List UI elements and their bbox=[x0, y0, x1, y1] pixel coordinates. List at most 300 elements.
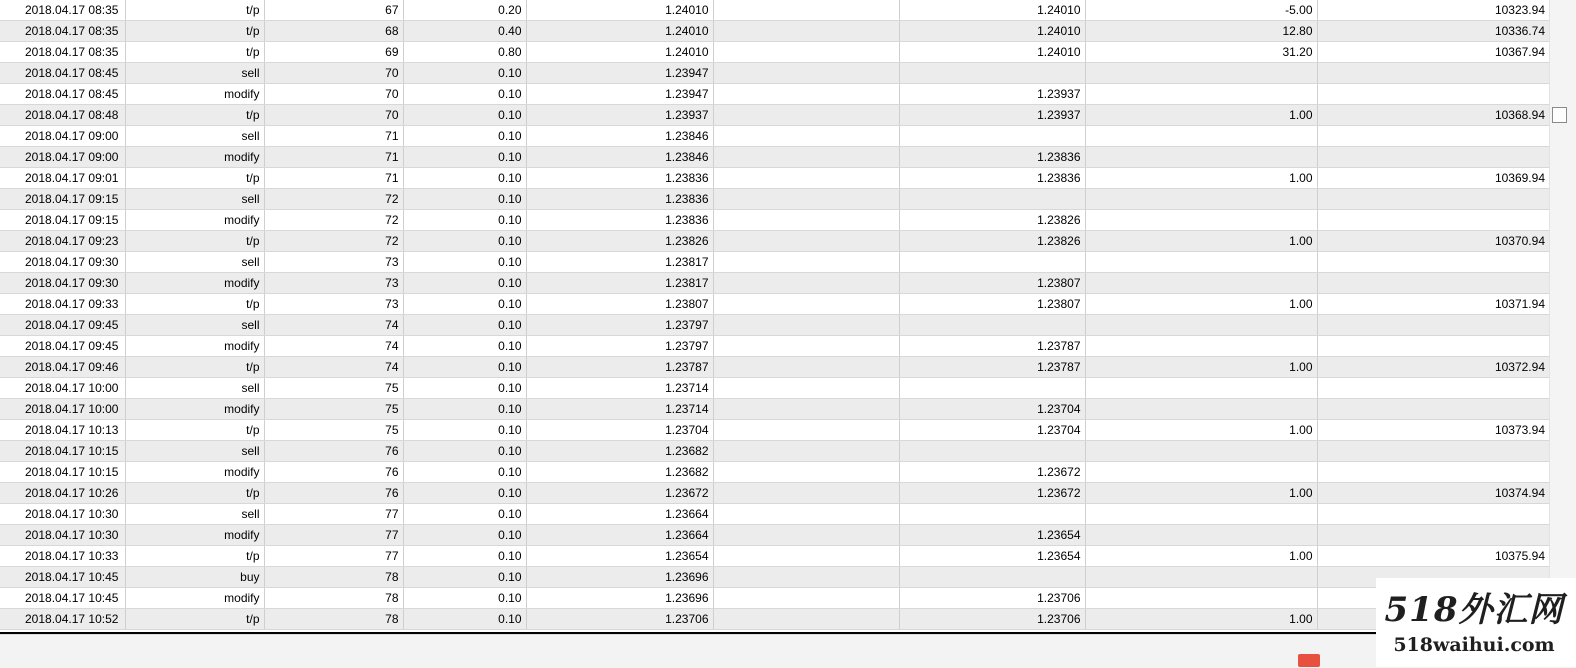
cell-stop-loss bbox=[713, 546, 899, 567]
cell-stop-loss bbox=[713, 252, 899, 273]
cell-stop-loss bbox=[713, 378, 899, 399]
cell-profit: 12.80 bbox=[1085, 21, 1317, 42]
cell-profit: 1.00 bbox=[1085, 420, 1317, 441]
cell-balance: 10371.94 bbox=[1317, 294, 1549, 315]
cell-price: 1.23846 bbox=[526, 126, 713, 147]
cell-order: 74 bbox=[264, 357, 403, 378]
cell-order: 72 bbox=[264, 231, 403, 252]
cell-size: 0.10 bbox=[403, 231, 526, 252]
cell-price: 1.24010 bbox=[526, 21, 713, 42]
cell-type: sell bbox=[125, 63, 264, 84]
cell-stop-loss bbox=[713, 42, 899, 63]
cell-price: 1.23937 bbox=[526, 105, 713, 126]
cell-type: t/p bbox=[125, 21, 264, 42]
cell-balance: 10369.94 bbox=[1317, 168, 1549, 189]
cell-type: modify bbox=[125, 588, 264, 609]
cell-type: sell bbox=[125, 315, 264, 336]
cell-type: t/p bbox=[125, 105, 264, 126]
cell-profit bbox=[1085, 462, 1317, 483]
table-row[interactable] bbox=[0, 42, 1549, 63]
cell-order: 77 bbox=[264, 546, 403, 567]
table-row[interactable] bbox=[0, 546, 1549, 567]
watermark-logo-text: 518外汇网 bbox=[1384, 590, 1564, 630]
cell-order: 75 bbox=[264, 399, 403, 420]
cell-size: 0.10 bbox=[403, 210, 526, 231]
cell-size: 0.10 bbox=[403, 294, 526, 315]
table-row[interactable] bbox=[0, 315, 1549, 336]
cell-balance bbox=[1317, 84, 1549, 105]
cell-stop-loss bbox=[713, 399, 899, 420]
cell-take-profit bbox=[899, 315, 1085, 336]
cell-size: 0.10 bbox=[403, 84, 526, 105]
cell-size: 0.10 bbox=[403, 483, 526, 504]
cell-balance bbox=[1317, 252, 1549, 273]
cell-profit bbox=[1085, 63, 1317, 84]
cell-profit bbox=[1085, 126, 1317, 147]
cell-order: 67 bbox=[264, 0, 403, 21]
cell-type: buy bbox=[125, 567, 264, 588]
cell-stop-loss bbox=[713, 84, 899, 105]
cell-stop-loss bbox=[713, 567, 899, 588]
cell-take-profit: 1.23826 bbox=[899, 210, 1085, 231]
cell-balance: 10367.94 bbox=[1317, 42, 1549, 63]
cell-profit bbox=[1085, 588, 1317, 609]
cell-take-profit: 1.23787 bbox=[899, 336, 1085, 357]
cell-type: t/p bbox=[125, 294, 264, 315]
cell-take-profit: 1.23807 bbox=[899, 294, 1085, 315]
cell-type: sell bbox=[125, 441, 264, 462]
cell-take-profit bbox=[899, 252, 1085, 273]
cell-take-profit: 1.23672 bbox=[899, 462, 1085, 483]
cell-size: 0.10 bbox=[403, 63, 526, 84]
cell-order: 70 bbox=[264, 105, 403, 126]
table-row[interactable] bbox=[0, 21, 1549, 42]
cell-price: 1.23787 bbox=[526, 357, 713, 378]
cell-stop-loss bbox=[713, 441, 899, 462]
cell-take-profit: 1.23654 bbox=[899, 546, 1085, 567]
cell-order: 76 bbox=[264, 462, 403, 483]
cell-order: 77 bbox=[264, 504, 403, 525]
cell-order: 73 bbox=[264, 273, 403, 294]
cell-size: 0.10 bbox=[403, 588, 526, 609]
cell-price: 1.23664 bbox=[526, 525, 713, 546]
cell-stop-loss bbox=[713, 483, 899, 504]
cell-price: 1.24010 bbox=[526, 0, 713, 21]
cell-time: 2018.04.17 10:30 bbox=[0, 504, 125, 525]
cell-take-profit: 1.24010 bbox=[899, 42, 1085, 63]
cell-stop-loss bbox=[713, 210, 899, 231]
table-row[interactable] bbox=[0, 357, 1549, 378]
cell-type: sell bbox=[125, 189, 264, 210]
cell-type: modify bbox=[125, 336, 264, 357]
table-row[interactable] bbox=[0, 420, 1549, 441]
cell-size: 0.10 bbox=[403, 525, 526, 546]
cell-price: 1.23696 bbox=[526, 588, 713, 609]
cell-price: 1.23797 bbox=[526, 336, 713, 357]
cell-type: sell bbox=[125, 378, 264, 399]
cell-profit: 1.00 bbox=[1085, 231, 1317, 252]
cell-profit bbox=[1085, 378, 1317, 399]
table-row[interactable] bbox=[0, 609, 1549, 630]
cell-take-profit: 1.23836 bbox=[899, 147, 1085, 168]
cell-size: 0.10 bbox=[403, 315, 526, 336]
table-row[interactable] bbox=[0, 336, 1549, 357]
cell-type: t/p bbox=[125, 420, 264, 441]
table-row[interactable] bbox=[0, 588, 1549, 609]
cell-stop-loss bbox=[713, 462, 899, 483]
table-row[interactable] bbox=[0, 231, 1549, 252]
cell-size: 0.10 bbox=[403, 168, 526, 189]
cell-type: modify bbox=[125, 399, 264, 420]
cell-order: 75 bbox=[264, 420, 403, 441]
cell-profit bbox=[1085, 336, 1317, 357]
table-row[interactable] bbox=[0, 378, 1549, 399]
cell-time: 2018.04.17 10:52 bbox=[0, 609, 125, 630]
cell-type: modify bbox=[125, 273, 264, 294]
cell-price: 1.24010 bbox=[526, 42, 713, 63]
cell-stop-loss bbox=[713, 168, 899, 189]
cell-size: 0.10 bbox=[403, 546, 526, 567]
cell-time: 2018.04.17 09:30 bbox=[0, 273, 125, 294]
cell-size: 0.10 bbox=[403, 252, 526, 273]
cell-time: 2018.04.17 09:00 bbox=[0, 147, 125, 168]
table-row[interactable] bbox=[0, 504, 1549, 525]
cell-profit bbox=[1085, 441, 1317, 462]
cell-profit bbox=[1085, 84, 1317, 105]
cell-type: modify bbox=[125, 210, 264, 231]
cell-order: 73 bbox=[264, 252, 403, 273]
cell-stop-loss bbox=[713, 336, 899, 357]
cell-order: 74 bbox=[264, 336, 403, 357]
cell-balance: 10370.94 bbox=[1317, 231, 1549, 252]
cell-price: 1.23836 bbox=[526, 210, 713, 231]
cell-order: 78 bbox=[264, 609, 403, 630]
cell-order: 77 bbox=[264, 525, 403, 546]
cell-profit: 1.00 bbox=[1085, 609, 1317, 630]
cell-price: 1.23947 bbox=[526, 84, 713, 105]
cell-stop-loss bbox=[713, 0, 899, 21]
cell-order: 69 bbox=[264, 42, 403, 63]
cell-profit bbox=[1085, 504, 1317, 525]
cell-balance bbox=[1317, 63, 1549, 84]
cell-time: 2018.04.17 09:00 bbox=[0, 126, 125, 147]
cell-balance bbox=[1317, 315, 1549, 336]
cell-size: 0.40 bbox=[403, 21, 526, 42]
cell-type: t/p bbox=[125, 231, 264, 252]
cell-take-profit: 1.23706 bbox=[899, 588, 1085, 609]
cell-stop-loss bbox=[713, 273, 899, 294]
cell-type: modify bbox=[125, 525, 264, 546]
cell-take-profit bbox=[899, 567, 1085, 588]
cell-type: modify bbox=[125, 462, 264, 483]
cell-time: 2018.04.17 09:46 bbox=[0, 357, 125, 378]
cell-profit: 1.00 bbox=[1085, 294, 1317, 315]
cell-profit bbox=[1085, 189, 1317, 210]
cell-size: 0.10 bbox=[403, 441, 526, 462]
cell-price: 1.23836 bbox=[526, 168, 713, 189]
cell-order: 76 bbox=[264, 441, 403, 462]
cell-order: 78 bbox=[264, 588, 403, 609]
cell-balance bbox=[1317, 399, 1549, 420]
tray-app-icon bbox=[1298, 654, 1320, 667]
cell-price: 1.23714 bbox=[526, 378, 713, 399]
cell-stop-loss bbox=[713, 147, 899, 168]
cell-size: 0.10 bbox=[403, 273, 526, 294]
cell-profit: 1.00 bbox=[1085, 105, 1317, 126]
cell-type: t/p bbox=[125, 546, 264, 567]
cell-size: 0.80 bbox=[403, 42, 526, 63]
cell-price: 1.23846 bbox=[526, 147, 713, 168]
cell-profit: 1.00 bbox=[1085, 546, 1317, 567]
cell-order: 73 bbox=[264, 294, 403, 315]
cell-size: 0.10 bbox=[403, 504, 526, 525]
cell-time: 2018.04.17 09:33 bbox=[0, 294, 125, 315]
table-row[interactable] bbox=[0, 84, 1549, 105]
cell-stop-loss bbox=[713, 315, 899, 336]
cell-balance bbox=[1317, 525, 1549, 546]
cell-time: 2018.04.17 10:33 bbox=[0, 546, 125, 567]
cell-time: 2018.04.17 09:01 bbox=[0, 168, 125, 189]
cell-size: 0.10 bbox=[403, 189, 526, 210]
cell-take-profit: 1.23787 bbox=[899, 357, 1085, 378]
cell-price: 1.23682 bbox=[526, 441, 713, 462]
cell-price: 1.23817 bbox=[526, 273, 713, 294]
cell-price: 1.23672 bbox=[526, 483, 713, 504]
cell-profit: 1.00 bbox=[1085, 483, 1317, 504]
cell-type: t/p bbox=[125, 0, 264, 21]
cell-balance: 10323.94 bbox=[1317, 0, 1549, 21]
cell-time: 2018.04.17 08:45 bbox=[0, 84, 125, 105]
scrollbar-thumb[interactable] bbox=[1552, 107, 1567, 123]
table-row[interactable] bbox=[0, 567, 1549, 588]
cell-time: 2018.04.17 10:26 bbox=[0, 483, 125, 504]
table-row[interactable] bbox=[0, 273, 1549, 294]
cell-stop-loss bbox=[713, 63, 899, 84]
cell-type: sell bbox=[125, 504, 264, 525]
cell-take-profit bbox=[899, 504, 1085, 525]
table-row[interactable] bbox=[0, 105, 1549, 126]
cell-time: 2018.04.17 08:45 bbox=[0, 63, 125, 84]
cell-order: 72 bbox=[264, 210, 403, 231]
cell-time: 2018.04.17 10:45 bbox=[0, 588, 125, 609]
table-row[interactable] bbox=[0, 294, 1549, 315]
cell-order: 68 bbox=[264, 21, 403, 42]
table-row[interactable] bbox=[0, 189, 1549, 210]
table-row[interactable] bbox=[0, 0, 1549, 21]
cell-take-profit: 1.23706 bbox=[899, 609, 1085, 630]
cell-time: 2018.04.17 10:30 bbox=[0, 525, 125, 546]
cell-time: 2018.04.17 10:00 bbox=[0, 399, 125, 420]
cell-price: 1.23947 bbox=[526, 63, 713, 84]
cell-price: 1.23704 bbox=[526, 420, 713, 441]
cell-balance: 10336.74 bbox=[1317, 21, 1549, 42]
cell-price: 1.23654 bbox=[526, 546, 713, 567]
cell-type: t/p bbox=[125, 609, 264, 630]
cell-time: 2018.04.17 10:15 bbox=[0, 441, 125, 462]
cell-stop-loss bbox=[713, 105, 899, 126]
cell-type: t/p bbox=[125, 357, 264, 378]
table-row[interactable] bbox=[0, 168, 1549, 189]
cell-profit bbox=[1085, 315, 1317, 336]
cell-type: t/p bbox=[125, 483, 264, 504]
cell-balance bbox=[1317, 147, 1549, 168]
cell-time: 2018.04.17 10:15 bbox=[0, 462, 125, 483]
cell-profit bbox=[1085, 399, 1317, 420]
cell-order: 70 bbox=[264, 84, 403, 105]
watermark-domain: 518waihui.com bbox=[1393, 634, 1555, 656]
table-row[interactable] bbox=[0, 399, 1549, 420]
cell-profit: 31.20 bbox=[1085, 42, 1317, 63]
cell-take-profit: 1.23836 bbox=[899, 168, 1085, 189]
cell-time: 2018.04.17 08:35 bbox=[0, 42, 125, 63]
cell-take-profit: 1.23937 bbox=[899, 84, 1085, 105]
table-row[interactable] bbox=[0, 210, 1549, 231]
cell-order: 75 bbox=[264, 378, 403, 399]
cell-profit bbox=[1085, 273, 1317, 294]
cell-stop-loss bbox=[713, 525, 899, 546]
cell-price: 1.23826 bbox=[526, 231, 713, 252]
cell-type: sell bbox=[125, 252, 264, 273]
cell-profit bbox=[1085, 210, 1317, 231]
cell-time: 2018.04.17 10:13 bbox=[0, 420, 125, 441]
cell-take-profit bbox=[899, 378, 1085, 399]
table-row[interactable] bbox=[0, 483, 1549, 504]
cell-profit bbox=[1085, 147, 1317, 168]
cell-take-profit bbox=[899, 126, 1085, 147]
cell-stop-loss bbox=[713, 126, 899, 147]
cell-balance: 10372.94 bbox=[1317, 357, 1549, 378]
cell-size: 0.10 bbox=[403, 147, 526, 168]
cell-size: 0.10 bbox=[403, 609, 526, 630]
cell-stop-loss bbox=[713, 588, 899, 609]
cell-balance: 10375.94 bbox=[1317, 546, 1549, 567]
table-row[interactable] bbox=[0, 63, 1549, 84]
cell-time: 2018.04.17 08:35 bbox=[0, 21, 125, 42]
cell-order: 70 bbox=[264, 63, 403, 84]
cell-price: 1.23664 bbox=[526, 504, 713, 525]
cell-profit bbox=[1085, 525, 1317, 546]
cell-balance bbox=[1317, 189, 1549, 210]
cell-balance bbox=[1317, 378, 1549, 399]
cell-take-profit: 1.24010 bbox=[899, 21, 1085, 42]
cell-balance bbox=[1317, 126, 1549, 147]
cell-balance bbox=[1317, 273, 1549, 294]
cell-profit: 1.00 bbox=[1085, 357, 1317, 378]
cell-balance bbox=[1317, 336, 1549, 357]
cell-size: 0.10 bbox=[403, 357, 526, 378]
cell-price: 1.23714 bbox=[526, 399, 713, 420]
cell-order: 74 bbox=[264, 315, 403, 336]
cell-take-profit: 1.23704 bbox=[899, 420, 1085, 441]
cell-size: 0.10 bbox=[403, 105, 526, 126]
cell-price: 1.23682 bbox=[526, 462, 713, 483]
cell-balance: 10374.94 bbox=[1317, 483, 1549, 504]
cell-price: 1.23797 bbox=[526, 315, 713, 336]
cell-stop-loss bbox=[713, 357, 899, 378]
cell-order: 71 bbox=[264, 126, 403, 147]
cell-type: modify bbox=[125, 84, 264, 105]
cell-time: 2018.04.17 09:15 bbox=[0, 189, 125, 210]
cell-time: 2018.04.17 08:48 bbox=[0, 105, 125, 126]
cell-take-profit bbox=[899, 63, 1085, 84]
cell-profit bbox=[1085, 252, 1317, 273]
cell-balance: 10368.94 bbox=[1317, 105, 1549, 126]
cell-type: t/p bbox=[125, 168, 264, 189]
cell-balance bbox=[1317, 210, 1549, 231]
cell-balance: 10373.94 bbox=[1317, 420, 1549, 441]
cell-price: 1.23807 bbox=[526, 294, 713, 315]
cell-time: 2018.04.17 08:35 bbox=[0, 0, 125, 21]
cell-take-profit: 1.23704 bbox=[899, 399, 1085, 420]
cell-profit: 1.00 bbox=[1085, 168, 1317, 189]
table-row[interactable] bbox=[0, 462, 1549, 483]
cell-size: 0.10 bbox=[403, 378, 526, 399]
cell-time: 2018.04.17 09:23 bbox=[0, 231, 125, 252]
table-row[interactable] bbox=[0, 147, 1549, 168]
table-row[interactable] bbox=[0, 525, 1549, 546]
cell-price: 1.23706 bbox=[526, 609, 713, 630]
cell-stop-loss bbox=[713, 21, 899, 42]
cell-balance bbox=[1317, 441, 1549, 462]
status-strip bbox=[0, 634, 1576, 668]
cell-order: 71 bbox=[264, 168, 403, 189]
cell-time: 2018.04.17 10:00 bbox=[0, 378, 125, 399]
cell-stop-loss bbox=[713, 504, 899, 525]
cell-price: 1.23696 bbox=[526, 567, 713, 588]
cell-profit bbox=[1085, 567, 1317, 588]
vertical-scrollbar[interactable] bbox=[1549, 0, 1576, 633]
cell-take-profit: 1.23672 bbox=[899, 483, 1085, 504]
cell-time: 2018.04.17 09:30 bbox=[0, 252, 125, 273]
cell-take-profit: 1.23807 bbox=[899, 273, 1085, 294]
cell-size: 0.10 bbox=[403, 462, 526, 483]
table-row[interactable] bbox=[0, 252, 1549, 273]
cell-stop-loss bbox=[713, 231, 899, 252]
cell-take-profit: 1.23937 bbox=[899, 105, 1085, 126]
cell-order: 72 bbox=[264, 189, 403, 210]
cell-size: 0.20 bbox=[403, 0, 526, 21]
cell-balance bbox=[1317, 504, 1549, 525]
cell-stop-loss bbox=[713, 294, 899, 315]
cell-size: 0.10 bbox=[403, 126, 526, 147]
cell-order: 76 bbox=[264, 483, 403, 504]
cell-order: 78 bbox=[264, 567, 403, 588]
cell-take-profit: 1.24010 bbox=[899, 0, 1085, 21]
cell-stop-loss bbox=[713, 420, 899, 441]
cell-take-profit: 1.23654 bbox=[899, 525, 1085, 546]
cell-stop-loss bbox=[713, 189, 899, 210]
table-row[interactable] bbox=[0, 126, 1549, 147]
cell-order: 71 bbox=[264, 147, 403, 168]
cell-time: 2018.04.17 09:45 bbox=[0, 315, 125, 336]
cell-type: sell bbox=[125, 126, 264, 147]
cell-balance bbox=[1317, 462, 1549, 483]
cell-size: 0.10 bbox=[403, 399, 526, 420]
cell-type: t/p bbox=[125, 42, 264, 63]
cell-price: 1.23836 bbox=[526, 189, 713, 210]
cell-take-profit: 1.23826 bbox=[899, 231, 1085, 252]
cell-take-profit bbox=[899, 441, 1085, 462]
cell-time: 2018.04.17 09:45 bbox=[0, 336, 125, 357]
site-watermark bbox=[1376, 578, 1576, 667]
cell-time: 2018.04.17 09:15 bbox=[0, 210, 125, 231]
table-row[interactable] bbox=[0, 441, 1549, 462]
cell-take-profit bbox=[899, 189, 1085, 210]
cell-profit: -5.00 bbox=[1085, 0, 1317, 21]
cell-price: 1.23817 bbox=[526, 252, 713, 273]
cell-size: 0.10 bbox=[403, 336, 526, 357]
cell-time: 2018.04.17 10:45 bbox=[0, 567, 125, 588]
